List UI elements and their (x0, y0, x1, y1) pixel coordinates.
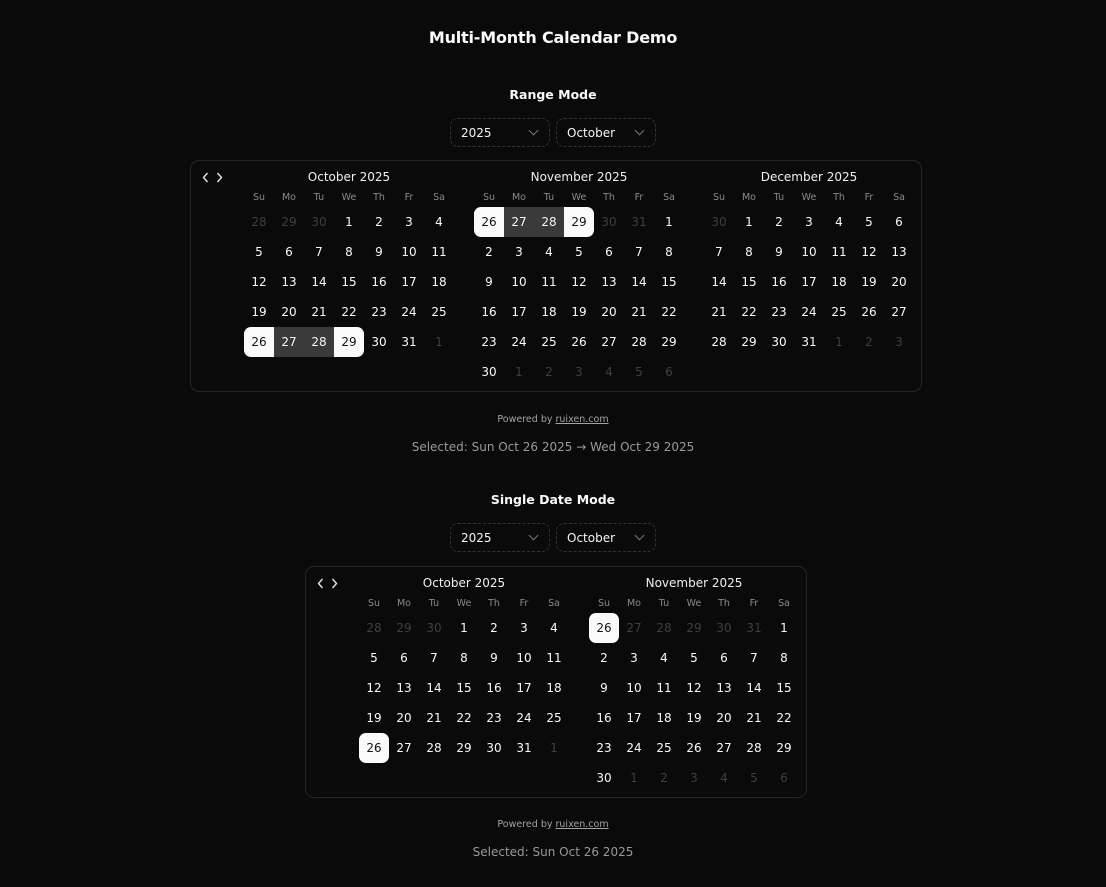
day-button[interactable]: 15 (661, 275, 677, 289)
day-button[interactable]: 14 (311, 275, 327, 289)
day-button[interactable]: 19 (686, 711, 702, 725)
day-button[interactable]: 10 (401, 245, 417, 259)
weekday-header (474, 192, 684, 204)
day-button[interactable]: 14 (426, 681, 442, 695)
day-button[interactable]: 17 (801, 275, 817, 289)
day-outside[interactable]: 4 (605, 365, 613, 379)
day-button[interactable]: 8 (745, 245, 753, 259)
day-button[interactable]: 16 (486, 681, 502, 695)
day-outside[interactable]: 1 (835, 335, 843, 349)
weekday-label: Sa (893, 192, 905, 203)
day-outside[interactable]: 6 (780, 771, 788, 785)
day-button[interactable]: 22 (456, 711, 472, 725)
month-navigation (316, 576, 338, 590)
weekday-header (589, 598, 799, 610)
day-button[interactable]: 1 (460, 621, 468, 635)
weekday-label: Tu (658, 598, 670, 609)
day-button[interactable]: 18 (541, 305, 557, 319)
month-caption: October 2025 (422, 576, 506, 590)
chevron-down-icon (529, 531, 539, 541)
day-button[interactable]: 15 (741, 275, 757, 289)
day-button[interactable]: 17 (516, 681, 532, 695)
day-button[interactable]: 14 (631, 275, 647, 289)
day-button[interactable]: 18 (656, 711, 672, 725)
single-calendar (305, 566, 807, 798)
day-button[interactable]: 16 (596, 711, 612, 725)
weekday-label: Tu (313, 192, 325, 203)
day-button[interactable]: 27 (396, 741, 412, 755)
day-outside[interactable]: 2 (865, 335, 873, 349)
weekday-label: Th (373, 192, 385, 203)
day-button[interactable]: 16 (371, 275, 387, 289)
day-button[interactable]: 25 (831, 305, 847, 319)
day-button[interactable]: 5 (575, 245, 583, 259)
weekday-label: Su (252, 192, 266, 203)
day-button[interactable]: 4 (660, 651, 668, 665)
day-outside[interactable]: 30 (711, 215, 727, 229)
weekday-label: We (456, 598, 472, 609)
weekday-label: Th (718, 598, 730, 609)
weekday-label: Fr (519, 598, 529, 609)
day-button[interactable]: 22 (341, 305, 357, 319)
day-button[interactable]: 19 (861, 275, 877, 289)
day-button[interactable]: 30 (371, 335, 387, 349)
day-button[interactable]: 3 (630, 651, 638, 665)
day-button[interactable]: 4 (545, 245, 553, 259)
weekday-header (244, 192, 454, 204)
next-month-button[interactable] (215, 170, 223, 184)
day-button[interactable]: 12 (861, 245, 877, 259)
weekday-label: Mo (281, 192, 296, 203)
day-button[interactable]: 30 (596, 771, 612, 785)
day-outside[interactable]: 30 (426, 621, 442, 635)
chevron-down-icon (529, 126, 539, 136)
day-button[interactable]: 12 (686, 681, 702, 695)
day-button[interactable]: 27 (891, 305, 907, 319)
day-button[interactable]: 23 (486, 711, 502, 725)
day-button[interactable]: 10 (801, 245, 817, 259)
day-button[interactable]: 13 (716, 681, 732, 695)
month-november (589, 567, 799, 793)
single-selected-text: Selected: Sun Oct 26 2025 (472, 845, 634, 859)
day-button[interactable]: 18 (831, 275, 847, 289)
single-mode-heading: Single Date Mode (490, 492, 616, 507)
day-button[interactable]: 16 (481, 305, 497, 319)
day-button[interactable]: 29 (661, 335, 677, 349)
day-button[interactable]: 2 (485, 245, 493, 259)
day-button[interactable]: 11 (656, 681, 672, 695)
day-button[interactable]: 17 (401, 275, 417, 289)
day-button[interactable]: 5 (690, 651, 698, 665)
day-button[interactable]: 2 (490, 621, 498, 635)
day-button[interactable]: 17 (511, 305, 527, 319)
day-grid (244, 207, 454, 357)
day-selected[interactable]: 28 (534, 207, 564, 237)
day-button[interactable]: 4 (435, 215, 443, 229)
month-caption: November 2025 (645, 576, 743, 590)
day-button[interactable]: 21 (631, 305, 647, 319)
weekday-header (359, 598, 569, 610)
day-button[interactable]: 23 (371, 305, 387, 319)
month-december (704, 161, 914, 357)
day-button[interactable]: 7 (635, 245, 643, 259)
day-button[interactable]: 26 (861, 305, 877, 319)
previous-month-button[interactable] (201, 170, 209, 184)
weekday-label: Mo (396, 598, 411, 609)
day-outside[interactable]: 6 (665, 365, 673, 379)
weekday-label: Mo (511, 192, 526, 203)
month-caption: October 2025 (307, 170, 391, 184)
range-mode-heading: Range Mode (509, 87, 597, 102)
day-button[interactable]: 3 (805, 215, 813, 229)
day-button[interactable]: 1 (345, 215, 353, 229)
range-month-value: October (567, 125, 616, 140)
day-outside[interactable]: 28 (251, 215, 267, 229)
range-selected-text: Selected: Sun Oct 26 2025 → Wed Oct 29 2025 (411, 440, 695, 454)
day-button[interactable]: 24 (516, 711, 532, 725)
day-button[interactable]: 13 (281, 275, 297, 289)
chevron-down-icon (635, 126, 645, 136)
day-button[interactable]: 3 (405, 215, 413, 229)
month-navigation (201, 170, 223, 184)
day-button[interactable]: 20 (891, 275, 907, 289)
day-button[interactable]: 30 (486, 741, 502, 755)
month-caption: December 2025 (760, 170, 858, 184)
day-button[interactable]: 4 (835, 215, 843, 229)
weekday-label: Tu (543, 192, 555, 203)
weekday-label: Su (712, 192, 726, 203)
day-button[interactable]: 2 (375, 215, 383, 229)
day-outside[interactable]: 5 (750, 771, 758, 785)
day-button[interactable]: 3 (515, 245, 523, 259)
day-button[interactable]: 23 (481, 335, 497, 349)
day-outside[interactable]: 28 (656, 621, 672, 635)
day-button[interactable]: 25 (541, 335, 557, 349)
day-button[interactable]: 10 (626, 681, 642, 695)
weekday-label: Sa (433, 192, 445, 203)
day-button[interactable]: 11 (546, 651, 562, 665)
day-selected[interactable]: 26 (244, 327, 274, 357)
chevron-right-icon (331, 578, 338, 589)
day-button[interactable]: 6 (605, 245, 613, 259)
ruixen-link[interactable]: ruixen.com (555, 414, 609, 425)
day-button[interactable]: 16 (771, 275, 787, 289)
day-button[interactable]: 8 (665, 245, 673, 259)
day-button[interactable]: 14 (711, 275, 727, 289)
day-button[interactable]: 13 (396, 681, 412, 695)
day-button[interactable]: 1 (780, 621, 788, 635)
single-year-select[interactable] (450, 523, 550, 552)
weekday-header (704, 192, 914, 204)
chevron-left-icon (317, 578, 324, 589)
day-grid (359, 613, 569, 763)
weekday-label: We (341, 192, 357, 203)
day-button[interactable]: 29 (456, 741, 472, 755)
day-outside[interactable]: 3 (690, 771, 698, 785)
day-outside[interactable]: 3 (575, 365, 583, 379)
weekday-label: Th (603, 192, 615, 203)
day-button[interactable]: 9 (375, 245, 383, 259)
day-selected[interactable]: 26 (359, 733, 389, 763)
single-month-value: October (567, 530, 616, 545)
day-button[interactable]: 23 (771, 305, 787, 319)
powered-by (0, 819, 1106, 830)
day-button[interactable]: 1 (665, 215, 673, 229)
ruixen-link[interactable]: ruixen.com (555, 819, 609, 830)
day-outside[interactable]: 3 (895, 335, 903, 349)
day-button[interactable]: 15 (456, 681, 472, 695)
day-button[interactable]: 11 (431, 245, 447, 259)
day-button[interactable]: 8 (780, 651, 788, 665)
weekday-label: Sa (548, 598, 560, 609)
day-button[interactable]: 13 (601, 275, 617, 289)
day-grid (474, 207, 684, 387)
chevron-left-icon (202, 172, 209, 183)
day-outside[interactable]: 1 (435, 335, 443, 349)
day-button[interactable]: 23 (596, 741, 612, 755)
day-selected[interactable]: 28 (304, 327, 334, 357)
page-title: Multi-Month Calendar Demo (428, 28, 678, 47)
day-button[interactable]: 21 (311, 305, 327, 319)
day-button[interactable]: 2 (775, 215, 783, 229)
range-month-select[interactable] (556, 118, 656, 147)
day-outside[interactable]: 29 (281, 215, 297, 229)
day-outside[interactable]: 2 (660, 771, 668, 785)
day-button[interactable]: 28 (631, 335, 647, 349)
month-caption: November 2025 (530, 170, 628, 184)
weekday-label: Th (488, 598, 500, 609)
powered-by (0, 414, 1106, 425)
day-outside[interactable]: 28 (366, 621, 382, 635)
single-year-value: 2025 (461, 530, 492, 545)
range-year-select[interactable] (450, 118, 550, 147)
day-grid (704, 207, 914, 357)
day-button[interactable]: 14 (746, 681, 762, 695)
range-selects (0, 118, 1106, 147)
day-outside[interactable]: 1 (550, 741, 558, 755)
day-button[interactable]: 29 (741, 335, 757, 349)
weekday-label: Tu (428, 598, 440, 609)
day-selected[interactable]: 27 (274, 327, 304, 357)
weekday-label: Sa (778, 598, 790, 609)
day-button[interactable]: 8 (345, 245, 353, 259)
powered-by-label: Powered by (497, 819, 556, 830)
day-button[interactable]: 11 (831, 245, 847, 259)
range-calendar (190, 160, 922, 392)
day-outside[interactable]: 2 (545, 365, 553, 379)
weekday-label: Th (833, 192, 845, 203)
day-button[interactable]: 18 (546, 681, 562, 695)
day-button[interactable]: 20 (396, 711, 412, 725)
day-button[interactable]: 21 (746, 711, 762, 725)
single-selects (0, 523, 1106, 552)
day-button[interactable]: 31 (516, 741, 532, 755)
day-outside[interactable]: 4 (720, 771, 728, 785)
day-button[interactable]: 7 (715, 245, 723, 259)
weekday-label: Fr (864, 192, 874, 203)
day-button[interactable]: 22 (776, 711, 792, 725)
day-button[interactable]: 3 (520, 621, 528, 635)
day-button[interactable]: 18 (431, 275, 447, 289)
day-button[interactable]: 26 (571, 335, 587, 349)
next-month-button[interactable] (330, 576, 338, 590)
day-button[interactable]: 21 (711, 305, 727, 319)
day-button[interactable]: 9 (490, 651, 498, 665)
day-outside[interactable]: 31 (631, 215, 647, 229)
day-button[interactable]: 9 (600, 681, 608, 695)
range-year-value: 2025 (461, 125, 492, 140)
day-button[interactable]: 6 (720, 651, 728, 665)
chevron-down-icon (635, 531, 645, 541)
day-button[interactable]: 7 (750, 651, 758, 665)
day-outside[interactable]: 31 (746, 621, 762, 635)
weekday-label: Fr (404, 192, 414, 203)
day-selected[interactable]: 29 (334, 327, 364, 357)
day-button[interactable]: 26 (686, 741, 702, 755)
weekday-label: Mo (626, 598, 641, 609)
single-month-select[interactable] (556, 523, 656, 552)
day-outside[interactable]: 29 (686, 621, 702, 635)
day-button[interactable]: 24 (401, 305, 417, 319)
day-outside[interactable]: 30 (716, 621, 732, 635)
weekday-label: Mo (741, 192, 756, 203)
day-button[interactable]: 20 (716, 711, 732, 725)
day-button[interactable]: 27 (716, 741, 732, 755)
powered-by-label: Powered by (497, 414, 556, 425)
day-button[interactable]: 11 (541, 275, 557, 289)
day-button[interactable]: 30 (481, 365, 497, 379)
day-button[interactable]: 22 (741, 305, 757, 319)
day-button[interactable]: 22 (661, 305, 677, 319)
day-outside[interactable]: 1 (515, 365, 523, 379)
day-button[interactable]: 24 (626, 741, 642, 755)
weekday-label: We (571, 192, 587, 203)
weekday-label: Su (597, 598, 611, 609)
day-button[interactable]: 12 (366, 681, 382, 695)
day-button[interactable]: 28 (746, 741, 762, 755)
day-button[interactable]: 24 (801, 305, 817, 319)
weekday-label: Tu (773, 192, 785, 203)
day-button[interactable]: 17 (626, 711, 642, 725)
weekday-label: Fr (749, 598, 759, 609)
month-november (474, 161, 684, 387)
day-button[interactable]: 5 (370, 651, 378, 665)
day-button[interactable]: 8 (460, 651, 468, 665)
month-october (359, 567, 569, 763)
day-button[interactable]: 7 (430, 651, 438, 665)
weekday-label: Su (482, 192, 496, 203)
day-button[interactable]: 31 (401, 335, 417, 349)
day-button[interactable]: 9 (485, 275, 493, 289)
day-button[interactable]: 7 (315, 245, 323, 259)
day-button[interactable]: 29 (776, 741, 792, 755)
weekday-label: Fr (634, 192, 644, 203)
day-button[interactable]: 31 (801, 335, 817, 349)
chevron-right-icon (216, 172, 223, 183)
day-selected[interactable]: 29 (564, 207, 594, 237)
day-button[interactable]: 6 (400, 651, 408, 665)
day-button[interactable]: 12 (571, 275, 587, 289)
day-button[interactable]: 2 (600, 651, 608, 665)
day-button[interactable]: 10 (516, 651, 532, 665)
month-october (244, 161, 454, 357)
weekday-label: We (801, 192, 817, 203)
day-selected[interactable]: 26 (589, 613, 619, 643)
day-button[interactable]: 12 (251, 275, 267, 289)
day-outside[interactable]: 1 (630, 771, 638, 785)
previous-month-button[interactable] (316, 576, 324, 590)
day-button[interactable]: 28 (711, 335, 727, 349)
day-button[interactable]: 25 (656, 741, 672, 755)
day-button[interactable]: 9 (775, 245, 783, 259)
day-button[interactable]: 5 (865, 215, 873, 229)
day-button[interactable]: 13 (891, 245, 907, 259)
day-button[interactable]: 6 (285, 245, 293, 259)
day-button[interactable]: 19 (251, 305, 267, 319)
day-selected[interactable]: 26 (474, 207, 504, 237)
day-outside[interactable]: 27 (626, 621, 642, 635)
day-button[interactable]: 24 (511, 335, 527, 349)
day-button[interactable]: 15 (341, 275, 357, 289)
weekday-label: We (686, 598, 702, 609)
day-button[interactable]: 30 (771, 335, 787, 349)
day-button[interactable]: 15 (776, 681, 792, 695)
day-grid (589, 613, 799, 793)
day-outside[interactable]: 30 (601, 215, 617, 229)
weekday-label: Su (367, 598, 381, 609)
day-button[interactable]: 21 (426, 711, 442, 725)
day-button[interactable]: 28 (426, 741, 442, 755)
day-button[interactable]: 20 (281, 305, 297, 319)
day-outside[interactable]: 5 (635, 365, 643, 379)
day-outside[interactable]: 29 (396, 621, 412, 635)
day-button[interactable]: 20 (601, 305, 617, 319)
day-button[interactable]: 10 (511, 275, 527, 289)
day-button[interactable]: 4 (550, 621, 558, 635)
day-selected[interactable]: 27 (504, 207, 534, 237)
day-button[interactable]: 25 (431, 305, 447, 319)
day-button[interactable]: 25 (546, 711, 562, 725)
day-button[interactable]: 1 (745, 215, 753, 229)
weekday-label: Sa (663, 192, 675, 203)
day-button[interactable]: 27 (601, 335, 617, 349)
day-button[interactable]: 19 (571, 305, 587, 319)
day-button[interactable]: 5 (255, 245, 263, 259)
day-button[interactable]: 6 (895, 215, 903, 229)
day-button[interactable]: 19 (366, 711, 382, 725)
day-outside[interactable]: 30 (311, 215, 327, 229)
